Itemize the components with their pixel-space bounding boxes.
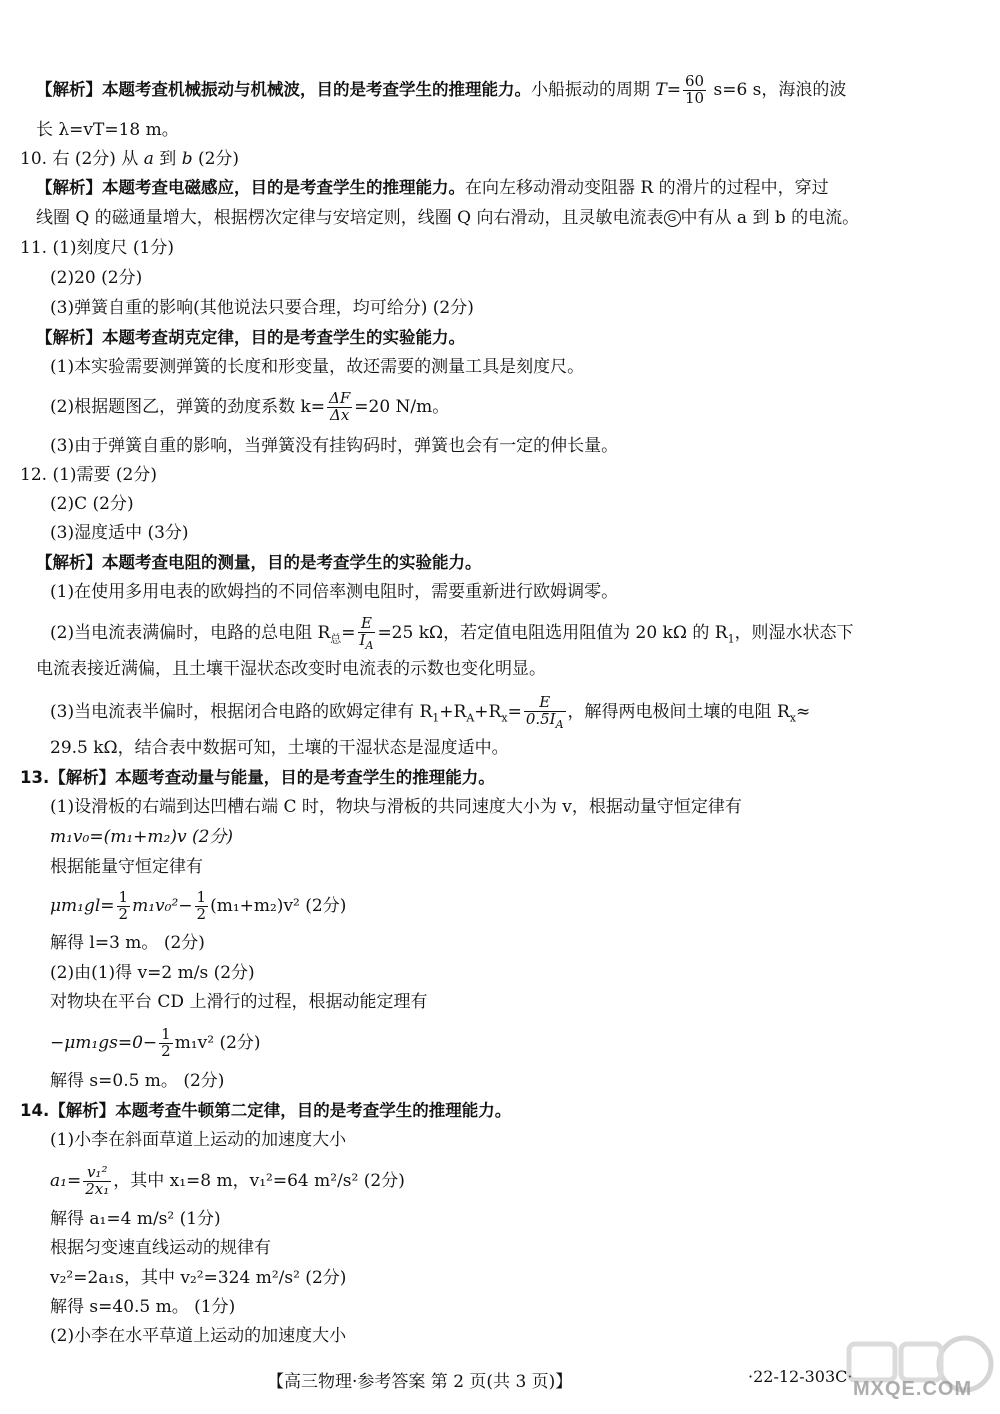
text-line: 解得 s=40.5 m。 (1分)	[50, 1297, 236, 1317]
answer-q12: 12. (1)需要 (2分)	[20, 465, 158, 485]
text-line: (2)由(1)得 v=2 m/s (2分)	[50, 963, 255, 983]
text-line: 解得 l=3 m。 (2分)	[50, 933, 205, 953]
text-line: (3)当电流表半偏时，根据闭合电路的欧姆定律有 $R_1+R_A+R_x=$ $\frac{E}{0.5I_A}$ ，解得两电极间土壤的电阻 $R_x\approx$	[50, 693, 811, 731]
analysis-q10: 【解析】本题考查电磁感应，目的是考查学生的推理能力。在向左移动滑动变阻器 R 的滑片的过程中，穿过	[36, 178, 829, 198]
text-line: (2)20 (2分)	[50, 268, 143, 288]
text-line: (3)弹簧自重的影响(其他说法只要合理，均可给分) (2分)	[50, 298, 474, 318]
text-line: (2)小李在水平草道上运动的加速度大小	[50, 1326, 347, 1346]
page-footer-code: ·22-12-303C·	[748, 1367, 853, 1386]
text-line: (1)本实验需要测弹簧的长度和形变量，故还需要的测量工具是刻度尺。	[50, 357, 585, 377]
text-line: 根据匀变速直线运动的规律有	[50, 1238, 271, 1258]
galvanometer-icon: G	[664, 210, 681, 227]
equation: v₂²=2a₁s，其中 v₂²=324 m²/s² (2分)	[50, 1268, 347, 1288]
text-line: (1)小李在斜面草道上运动的加速度大小	[50, 1130, 347, 1150]
text-line: (3)由于弹簧自重的影响，当弹簧没有挂钩码时，弹簧也会有一定的伸长量。	[50, 436, 619, 456]
text-line: 29.5 kΩ，结合表中数据可知，土壤的干湿状态是湿度适中。	[50, 738, 509, 758]
analysis-q9: 【解析】本题考查机械振动与机械波，目的是考查学生的推理能力。小船振动的周期 T= $\frac{60}{10}$ s=6 s，海浪的波	[36, 72, 847, 107]
equation: −μm₁gs=0− $\frac{1}{2}$ m₁v² (2分)	[50, 1025, 261, 1060]
analysis-q11: 【解析】本题考查胡克定律，目的是考查学生的实验能力。	[36, 328, 465, 347]
watermark-text: MXQE.COM	[853, 1378, 973, 1400]
text-line: 电流表接近满偏，且土壤干湿状态改变时电流表的示数也变化明显。	[36, 659, 546, 679]
text-line: (1)在使用多用电表的欧姆挡的不同倍率测电阻时，需要重新进行欧姆调零。	[50, 582, 619, 602]
analysis-heading: 【解析】本题考查机械振动与机械波，目的是考查学生的推理能力。	[36, 79, 531, 99]
analysis-q13: 13.【解析】本题考查动量与能量，目的是考查学生的推理能力。	[20, 768, 495, 787]
text-line: 长 λ=vT=18 m。	[36, 120, 179, 140]
text-line: (2)当电流表满偏时，电路的总电阻 $R_总=$ $\frac{E}{I_A}$ =25 kΩ，若定值电阻选用阻值为 20 kΩ 的 $R_1$，则湿水状态下	[50, 614, 854, 652]
text-line: (2)C (2分)	[50, 494, 134, 514]
equation: m₁v₀=(m₁+m₂)v (2分)	[50, 827, 234, 847]
text-line: 线圈 Q 的磁通量增大，根据楞次定律与安培定则，线圈 Q 向右滑动，且灵敏电流表 G 中有从 a 到 b 的电流。	[36, 208, 860, 228]
answer-q11: 11. (1)刻度尺 (1分)	[20, 238, 175, 258]
answer-q10: 10. 右 (2分) 从 a 到 b (2分)	[20, 149, 240, 169]
text-line: 对物块在平台 CD 上滑行的过程，根据动能定理有	[50, 992, 428, 1012]
text-line: (3)湿度适中 (3分)	[50, 523, 189, 543]
page-footer-title: 【高三物理·参考答案 第 2 页(共 3 页)】	[267, 1372, 573, 1392]
analysis-q14: 14.【解析】本题考查牛顿第二定律，目的是考查学生的推理能力。	[20, 1101, 512, 1120]
text-line: 根据能量守恒定律有	[50, 857, 203, 877]
equation: μm₁gl= $\frac{1}{2}$ m₁v₀²− $\frac{1}{2}$ (m₁+m₂)v² (2分)	[50, 888, 347, 923]
fraction: $\frac{60}{10}$	[685, 72, 705, 107]
text-line: 解得 a₁=4 m/s² (1分)	[50, 1209, 221, 1229]
equation: a₁= $\frac{\text{v₁²}}{\text{2x₁}}$ ，其中 x₁=8 m，v₁²=64 m²/s² (2分)	[50, 1163, 405, 1198]
text-line: (1)设滑板的右端到达凹槽右端 C 时，物块与滑板的共同速度大小为 v，根据动量守恒定律有	[50, 797, 742, 817]
text-line: (2)根据题图乙，弹簧的劲度系数 k= $\frac{\Delta F}{\Delta x}$ =20 N/m。	[50, 389, 450, 424]
text-line: 解得 s=0.5 m。 (2分)	[50, 1071, 225, 1091]
analysis-q12: 【解析】本题考查电阻的测量，目的是考查学生的实验能力。	[36, 553, 482, 572]
